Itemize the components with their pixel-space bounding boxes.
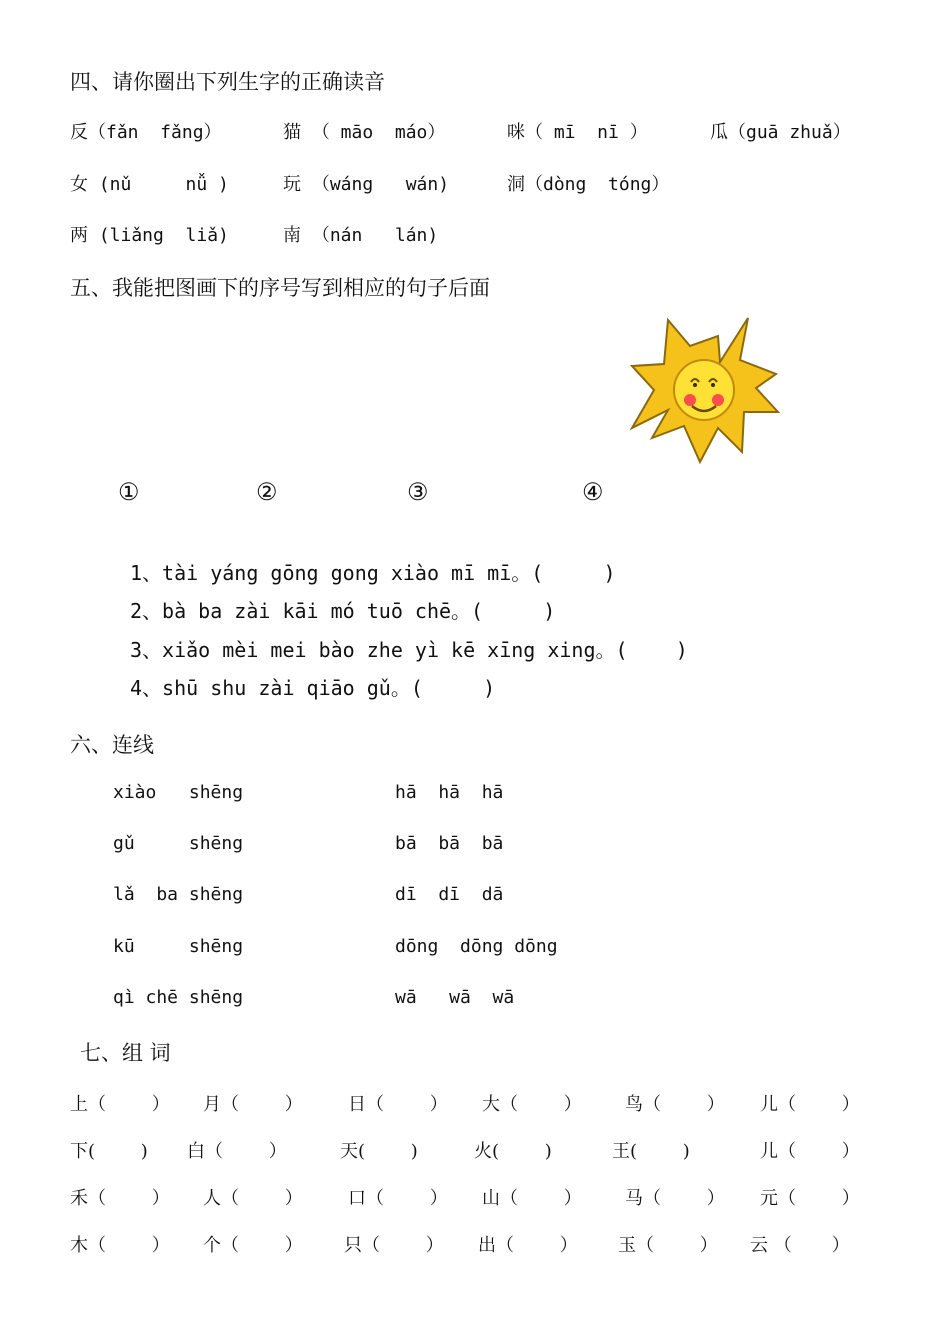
reading-item: 洞（dòng tóng）	[507, 174, 670, 195]
word-blank: 白（ ）	[187, 1141, 287, 1162]
word-blank: 元（ ）	[760, 1188, 860, 1209]
match-left-item: xiào shēng	[113, 782, 244, 803]
reading-item: 猫 （ māo máo）	[283, 122, 446, 143]
word-blank: 火( )	[474, 1141, 552, 1162]
word-blank: 只（ ）	[344, 1235, 444, 1256]
reading-item: 南 （nán lán)	[283, 225, 439, 246]
match-left-item: qì chē shēng	[113, 987, 244, 1008]
section5-title: 五、我能把图画下的序号写到相应的句子后面	[70, 276, 490, 300]
word-blank: 马（ ）	[625, 1188, 725, 1209]
sun-picture	[628, 316, 780, 464]
word-blank: 儿（ ）	[760, 1141, 860, 1162]
word-blank: 个（ ）	[203, 1235, 303, 1256]
word-blank: 天( )	[340, 1141, 418, 1162]
match-right-item: bā bā bā	[395, 833, 504, 854]
picture-number: ④	[582, 478, 604, 506]
picture-number: ③	[407, 478, 429, 506]
reading-item: 咪（ mī nī ）	[507, 122, 648, 143]
match-right-item: wā wā wā	[395, 987, 515, 1008]
word-blank: 口（ ）	[348, 1188, 448, 1209]
sentence: 1、tài yáng gōng gong xiào mī mī。( )	[130, 561, 616, 585]
match-right-item: hā hā hā	[395, 782, 504, 803]
match-left-item: kū shēng	[113, 936, 244, 957]
match-right-item: dōng dōng dōng	[395, 936, 558, 957]
word-blank: 山（ ）	[482, 1188, 582, 1209]
match-left-item: gǔ shēng	[113, 833, 244, 854]
section4-title: 四、请你圈出下列生字的正确读音	[70, 70, 385, 94]
picture-number: ②	[256, 478, 278, 506]
sentence: 2、bà ba zài kāi mó tuō chē。( )	[130, 599, 556, 623]
word-blank: 月（ ）	[203, 1094, 303, 1115]
match-left-item: lǎ ba shēng	[113, 884, 244, 905]
section6-title: 六、连线	[70, 733, 154, 757]
section7-title: 七、组 词	[80, 1041, 171, 1065]
word-blank: 云 （ ）	[750, 1235, 850, 1256]
reading-item: 两 (liǎng liǎ)	[70, 225, 229, 246]
word-blank: 上（ ）	[70, 1094, 170, 1115]
word-blank: 人（ ）	[203, 1188, 303, 1209]
word-blank: 木（ ）	[70, 1235, 170, 1256]
word-blank: 出（ ）	[478, 1235, 578, 1256]
sentence: 4、shū shu zài qiāo gǔ。( )	[130, 676, 496, 700]
reading-item: 瓜（guā zhuǎ）	[710, 122, 851, 143]
reading-item: 反（fǎn fǎng）	[70, 122, 222, 143]
word-blank: 下( )	[70, 1141, 148, 1162]
reading-item: 玩 （wáng wán)	[283, 174, 450, 195]
picture-number: ①	[118, 478, 140, 506]
word-blank: 王( )	[612, 1141, 690, 1162]
word-blank: 日（ ）	[348, 1094, 448, 1115]
sentence: 3、xiǎo mèi mei bào zhe yì kē xīng xing。( )	[130, 638, 688, 662]
word-blank: 禾（ ）	[70, 1188, 170, 1209]
word-blank: 鸟（ ）	[625, 1094, 725, 1115]
match-right-item: dī dī dā	[395, 884, 504, 905]
word-blank: 儿（ ）	[760, 1094, 860, 1115]
word-blank: 玉（ ）	[618, 1235, 718, 1256]
reading-item: 女 (nǔ nǚ )	[70, 174, 229, 195]
word-blank: 大（ ）	[482, 1094, 582, 1115]
